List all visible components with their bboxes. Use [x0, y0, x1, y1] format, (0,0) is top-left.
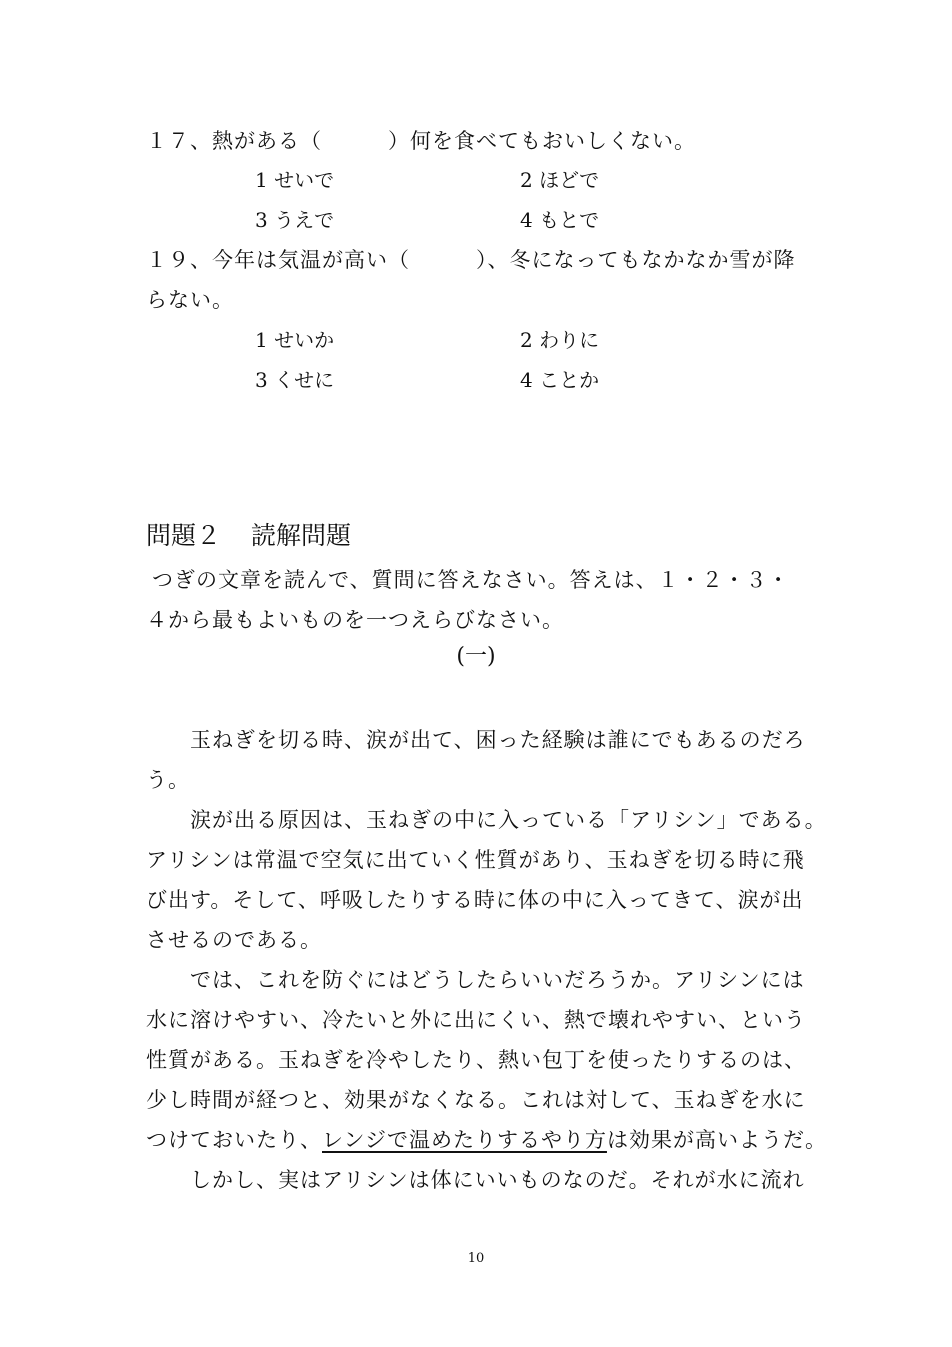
passage-line: アリシンは常温で空気に出ていく性質があり、玉ねぎを切る時に飛: [146, 848, 805, 872]
instructions-line-2: ４から最もよいものを一つえらびなさい。: [146, 608, 564, 632]
page-number: 10: [467, 1251, 485, 1266]
passage-line: 性質がある。玉ねぎを冷やしたり、熱い包丁を使ったりするのは、: [146, 1048, 806, 1072]
question-19-line-1: １９、今年は気温が高い（ ）、冬になってもなかなか雪が降: [146, 248, 796, 272]
passage-line: び出す。そして、呼吸したりする時に体の中に入ってきて、涙が出: [146, 888, 804, 912]
q17-option-2: 2 ほどで: [520, 168, 600, 192]
passage-line: させるのである。: [146, 928, 322, 952]
passage-line: しかし、実はアリシンは体にいいものなのだ。それが水に流れ: [146, 1168, 805, 1192]
passage-line: 涙が出る原因は、玉ねぎの中に入っている「アリシン」である。: [146, 808, 827, 832]
section-title-name: 読解問題: [251, 521, 352, 550]
q17-option-4: 4 もとで: [520, 208, 600, 232]
q17-option-3: 3 うえで: [255, 208, 335, 232]
passage-text: つけておいたり、: [146, 1128, 322, 1152]
underlined-phrase: レンジで温めたりするやり方: [322, 1128, 607, 1152]
passage-line: う。: [146, 768, 190, 792]
section-title-number: 問題２: [146, 521, 222, 550]
question-19-line-2: らない。: [146, 288, 234, 312]
q17-option-1: 1 せいで: [255, 168, 335, 192]
q19-option-2: 2 わりに: [520, 328, 600, 352]
passage-line-underlined: [146, 1125, 827, 1155]
q19-option-4: 4 ことか: [520, 368, 600, 392]
passage-line: 水に溶けやすい、冷たいと外に出にくい、熱で壊れやすい、という: [146, 1008, 806, 1032]
section-title: [146, 519, 351, 553]
instructions-line-1: つぎの文章を読んで、質問に答えなさい。答えは、１・２・３・: [152, 568, 790, 592]
q19-option-1: 1 せいか: [255, 328, 335, 352]
passage-line: 玉ねぎを切る時、涙が出て、困った経験は誰にでもあるのだろ: [146, 728, 806, 752]
passage-line: では、これを防ぐにはどうしたらいいだろうか。アリシンには: [146, 968, 805, 992]
q19-option-3: 3 くせに: [255, 368, 335, 392]
passage-number: (一): [456, 644, 496, 669]
passage-text: は効果が高いようだ。: [606, 1128, 827, 1152]
question-17: １７、熱がある（ ）何を食べてもおいしくない。: [146, 129, 696, 153]
passage-line: 少し時間が経つと、効果がなくなる。これは対して、玉ねぎを水に: [146, 1088, 806, 1112]
